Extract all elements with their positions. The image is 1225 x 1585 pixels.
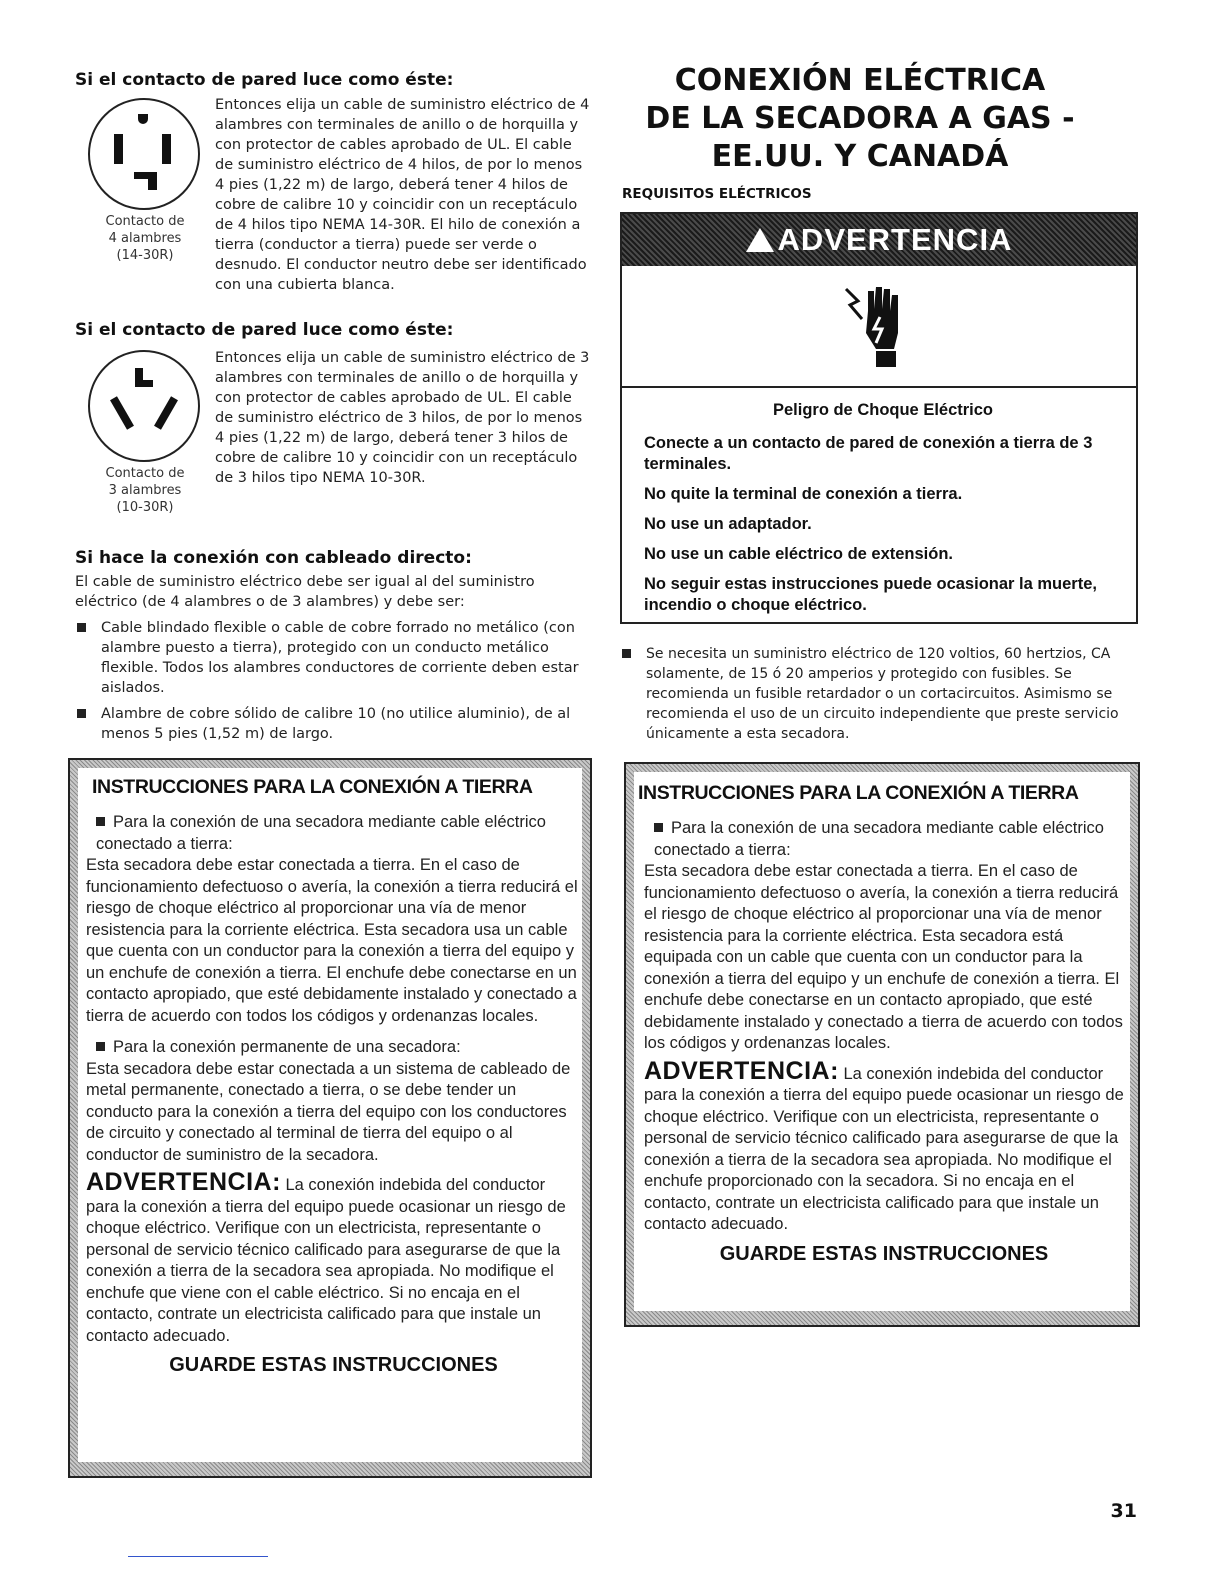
footer-rule [128, 1556, 268, 1557]
list-item: Alambre de cobre sólido de calibre 10 (no utilice aluminio), de al menos 5 pies (1,52 m) de largo. [75, 704, 590, 744]
outlet-4wire-text: Entonces elija un cable de suministro eléctrico de 4 alambres con terminales de anillo o de horquilla y con protector de cables aprobado de UL. El cable de suministro eléctrico de 4 hilos, de por lo menos 4 pies (1,22 m) de largo, deberá tener 4 hilos de cobre de calibre 10 y coincidir con un receptáculo de 4 hilos tipo NEMA 14-30R. El hilo de conexión a tierra (conductor a tierra) puede ser verde o desnudo. El conductor neutro debe ser identificado con una cubierta blanca. [215, 97, 590, 293]
bullet-square-icon [654, 823, 663, 832]
grounding-instructions-box-right [624, 762, 1140, 1327]
outlet-3wire-heading: Si el contacto de pared luce como éste: [75, 320, 454, 340]
warning-text: Peligro de Choque Eléctrico Conecte a un contacto de pared de conexión a tierra de 3 terminales. No quite la terminal de conexión a tierra. No use un adaptador. No use un cable eléctrico de extensión. No seguir estas instrucciones puede ocasionar la muerte, incendio o choque eléctrico. [644, 401, 1097, 614]
bullet-square-icon [96, 817, 105, 826]
grounding-instructions-box-left [68, 758, 592, 1478]
outlet-3wire-text: Entonces elija un cable de suministro eléctrico de 3 alambres con terminales de anillo o de horquilla y con protector de cables aprobado de UL. El cable de suministro eléctrico de 3 hilos, de por lo menos 4 pies (1,22 m) de largo, deberá tener 3 hilos de cobre de calibre 10 y coincidir con un receptáculo de 3 hilos tipo NEMA 10-30R. [215, 350, 590, 486]
guarde-instrucciones: GUARDE ESTAS INSTRUCCIONES [169, 1354, 498, 1376]
outlet-3wire-caption: Contacto de 3 alambres (10-30R) [105, 466, 185, 515]
direct-wire-intro: El cable de suministro eléctrico debe ser igual al del suministro eléctrico (de 4 alambres o de 3 alambres) y debe ser: [75, 574, 535, 610]
guarde-instrucciones: GUARDE ESTAS INSTRUCCIONES [719, 1242, 1049, 1265]
page-number: 31 [1110, 1500, 1137, 1522]
warning-box [620, 212, 1138, 624]
outlet-4wire-heading: Si el contacto de pared luce como éste: [75, 70, 454, 90]
warning-triangle-icon [746, 228, 774, 252]
advertencia-label: ADVERTENCIA: [644, 1056, 839, 1085]
bullet-square-icon [96, 1042, 105, 1051]
direct-wire-list [75, 618, 590, 750]
warning-banner: ADVERTENCIA [622, 214, 1136, 266]
outlet-3-wire-icon [88, 350, 200, 462]
grounding-box-title: INSTRUCCIONES PARA LA CONEXIÓN A TIERRA [638, 782, 1079, 804]
list-item: Cable blindado flexible o cable de cobre forrado no metálico (con alambre puesto a tierra), protegido con un conducto metálico flexible. Todos los alambres conductores de corriente deben estar aislados. [75, 618, 590, 698]
grounding-box-title: INSTRUCCIONES PARA LA CONEXIÓN A TIERRA [92, 776, 533, 798]
outlet-4wire-caption: Contacto de 4 alambres (14-30R) [105, 214, 185, 263]
page-title: CONEXIÓN ELÉCTRICA DE LA SECADORA A GAS - EE.UU. Y CANADÁ [645, 63, 1075, 174]
direct-wire-heading: Si hace la conexión con cableado directo: [75, 548, 472, 568]
power-supply-bullet: Se necesita un suministro eléctrico de 120 voltios, 60 hertzios, CA solamente, de 15 ó 20 amperios y protegido con fusibles. Se recomienda un fusible retardador o un cortacircuitos. Asimismo se recomienda el uso de un circuito independiente que preste servicio únicamente a esta secadora. [620, 644, 1146, 744]
electrical-requirements-heading: REQUISITOS ELÉCTRICOS [622, 186, 812, 202]
electric-shock-hand-icon [844, 281, 914, 371]
outlet-4-wire-icon [88, 98, 200, 210]
shock-hazard-area [622, 266, 1136, 388]
grounding-box-body: Para la conexión de una secadora mediante cable eléctrico conectado a tierra: Esta secadora debe estar conectada a tierra. En el caso de funcionamiento defectuoso o avería, la conexión a tierra reducirá el riesgo de choque eléctrico al proporcionar una vía de menor resistencia para la corriente eléctrica. Esta secadora está equipada con un cable que cuenta con un conductor para la conexión a tierra del equipo y un enchufe de conexión a tierra. El enchufe debe conectarse en un contacto apropiado, que esté debidamente instalado y conectado a tierra de acuerdo con todos los códigos y ordenanzas locales. ADVERTENCIA: La conexión indebida del conductor para la conexión a tierra del equipo puede ocasionar un riesgo de choque eléctrico. Verifique con un electricista, representante o personal de servicio técnico calificado para asegurarse de que la conexión a tierra de la secadora sea apropiada. No modifique el enchufe proporcionado con la secadora. Si no encaja en el contacto, contrate un electricista calificado para que instale un contacto adecuado. GUARDE ESTAS INSTRUCCIONES [644, 819, 1124, 1265]
advertencia-label: ADVERTENCIA: [86, 1168, 281, 1196]
grounding-box-body: Para la conexión de una secadora mediante cable eléctrico conectado a tierra: Esta secadora debe estar conectada a tierra. En el caso de funcionamiento defectuoso o avería, la conexión a tierra reducirá el riesgo de choque eléctrico al proporcionar una vía de menor resistencia para la corriente eléctrica. Esta secadora usa un cable que cuenta con un conductor para la conexión a tierra del equipo y un enchufe de conexión a tierra. El enchufe debe conectarse en un contacto apropiado, que esté debidamente instalado y conectado a tierra de acuerdo con todos los códigos y ordenanzas locales. Para la conexión permanente de una secadora: Esta secadora debe estar conectada a un sistema de cableado de metal permanente, conectado a tierra, o se debe tender un conducto para la conexión a tierra del equipo con los conductores de circuito y conectado al terminal de tierra del equipo o al conductor de suministro de la secadora. ADVERTENCIA: La conexión indebida del conductor para la conexión a tierra del equipo puede ocasionar un riesgo de choque eléctrico. Verifique con un electricista, representante o personal de servicio técnico calificado para asegurarse de que la conexión a tierra de la secadora sea apropiada. No modifique el enchufe que viene con el cable eléctrico. Si no encaja en el contacto, contrate un electricista calificado para que instale un contacto adecuado. GUARDE ESTAS INSTRUCCIONES [86, 812, 581, 1377]
